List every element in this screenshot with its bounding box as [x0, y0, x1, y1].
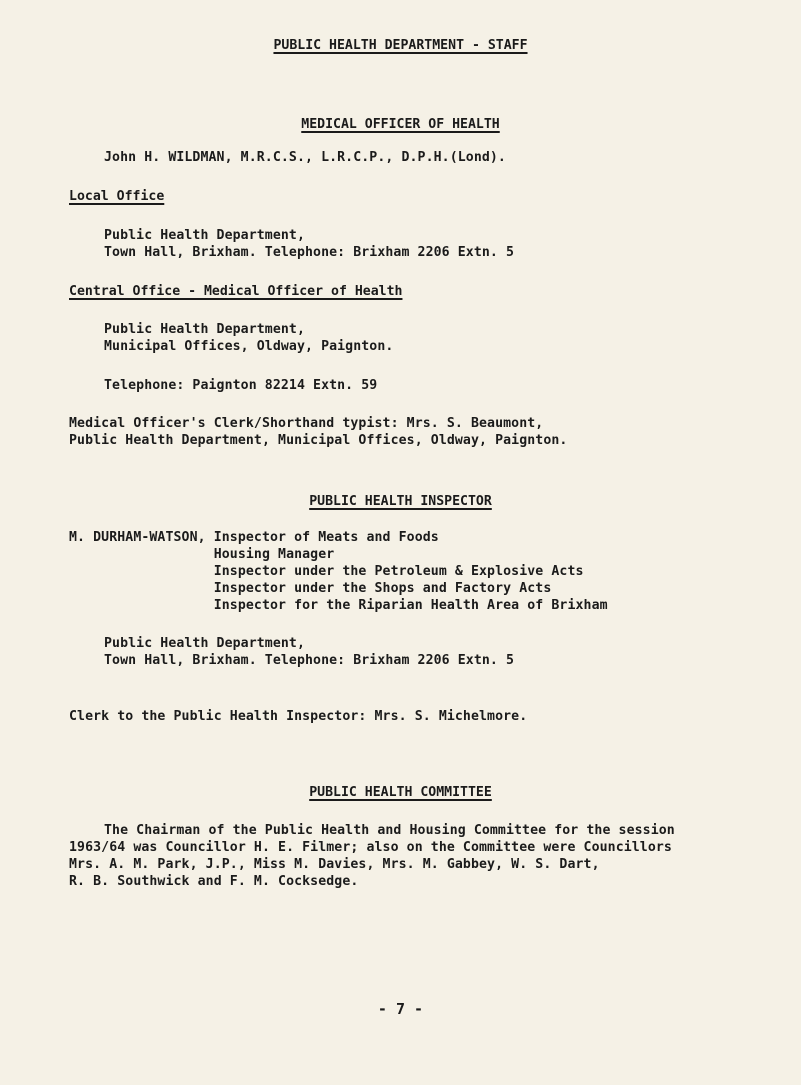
committee-line-2: 1963/64 was Councillor H. E. Filmer; also on the Committee were Councillors — [69, 840, 672, 855]
committee-line-4: R. B. Southwick and F. M. Cocksedge. — [69, 874, 359, 889]
moh-name: John H. WILDMAN, M.R.C.S., L.R.C.P., D.P.H.(Lond). — [104, 150, 506, 165]
moh-heading: MEDICAL OFFICER OF HEALTH — [301, 117, 500, 132]
phi-address-2: Town Hall, Brixham. Telephone: Brixham 2206 Extn. 5 — [104, 653, 515, 668]
central-office-line-1: Public Health Department, — [104, 322, 305, 337]
committee-heading: PUBLIC HEALTH COMMITTEE — [309, 785, 492, 800]
central-office-line-2: Municipal Offices, Oldway, Paignton. — [104, 339, 394, 354]
phi-heading: PUBLIC HEALTH INSPECTOR — [309, 494, 492, 509]
phi-address-1: Public Health Department, — [104, 636, 305, 651]
phi-role-5: Inspector for the Riparian Health Area of Brixham — [69, 598, 608, 613]
committee-line-1: The Chairman of the Public Health and Housing Committee for the session — [104, 823, 675, 838]
phi-role-3: Inspector under the Petroleum & Explosive Acts — [69, 564, 584, 579]
phi-role-1: M. DURHAM-WATSON, Inspector of Meats and Foods — [69, 530, 439, 545]
moh-clerk-line-1: Medical Officer's Clerk/Shorthand typist: Mrs. S. Beaumont, — [69, 416, 544, 431]
committee-line-3: Mrs. A. M. Park, J.P., Miss M. Davies, Mrs. M. Gabbey, W. S. Dart, — [69, 857, 600, 872]
phi-role-4: Inspector under the Shops and Factory Acts — [69, 581, 552, 596]
phi-clerk: Clerk to the Public Health Inspector: Mrs. S. Michelmore. — [69, 709, 528, 724]
local-office-line-1: Public Health Department, — [104, 228, 305, 243]
page-title: PUBLIC HEALTH DEPARTMENT - STAFF — [273, 38, 528, 53]
page-number: - 7 - — [377, 1000, 424, 1018]
central-office-telephone: Telephone: Paignton 82214 Extn. 59 — [104, 378, 378, 393]
moh-clerk-line-2: Public Health Department, Municipal Offices, Oldway, Paignton. — [69, 433, 568, 448]
central-office-heading: Central Office - Medical Officer of Health — [69, 284, 403, 299]
local-office-heading: Local Office — [69, 189, 165, 204]
phi-role-2: Housing Manager — [69, 547, 335, 562]
local-office-line-2: Town Hall, Brixham. Telephone: Brixham 2206 Extn. 5 — [104, 245, 515, 260]
